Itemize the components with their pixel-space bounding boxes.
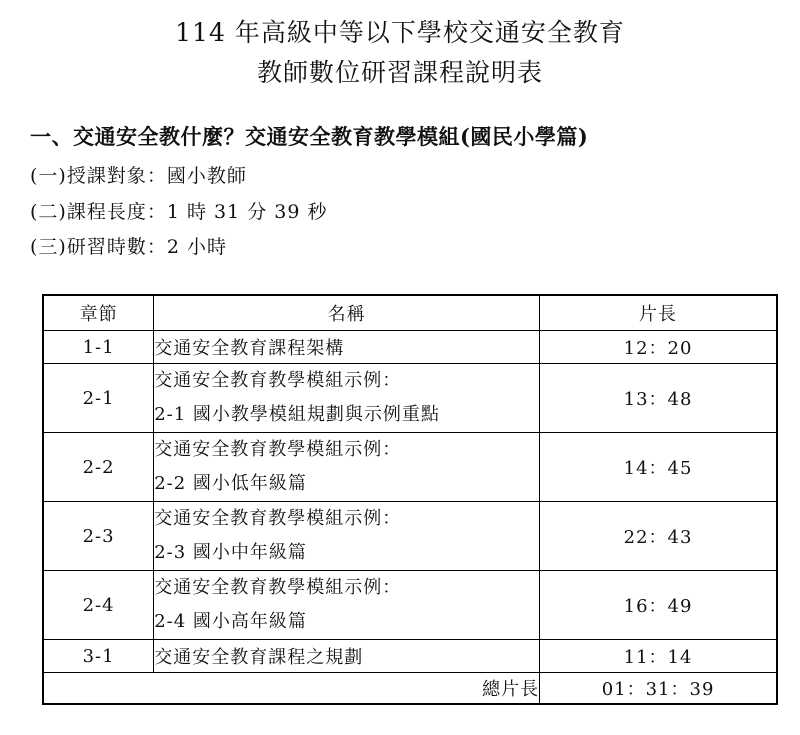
- name-line: 2-3 國小中年級篇: [154, 542, 307, 563]
- total-label: 總片長: [43, 673, 540, 705]
- name-line: 交通安全教育課程之規劃: [154, 647, 364, 668]
- name-line: 交通安全教育教學模組示例：: [154, 508, 402, 529]
- length-cell: 22：43: [540, 502, 777, 571]
- name-cell: [154, 640, 540, 673]
- name-line: 交通安全教育教學模組示例：: [154, 577, 402, 598]
- name-line: 交通安全教育課程架構: [154, 338, 345, 359]
- section-heading: 一、交通安全教什麼？交通安全教育教學模組(國民小學篇): [30, 124, 589, 149]
- name-line: 2-1 國小教學模組規劃與示例重點: [154, 404, 440, 425]
- name-cell: [154, 571, 540, 640]
- name-cell: [154, 364, 540, 433]
- chapter-cell: 3-1: [43, 640, 154, 673]
- header-length: 片長: [540, 295, 777, 331]
- table-row: [43, 331, 777, 364]
- length-cell: 13：48: [540, 364, 777, 433]
- info-study-hours: (三)研習時數：2 小時: [30, 236, 227, 258]
- length-cell: 11：14: [540, 640, 777, 673]
- length-cell: 12：20: [540, 331, 777, 364]
- info-course-length: (二)課程長度：1 時 31 分 39 秒: [30, 201, 328, 223]
- chapter-cell: 2-2: [43, 433, 154, 502]
- document-title-line-1: 114 年高級中等以下學校交通安全教育: [175, 18, 625, 47]
- chapter-cell: 1-1: [43, 331, 154, 364]
- info-audience: (一)授課對象：國小教師: [30, 165, 247, 187]
- table-row: [43, 571, 777, 640]
- length-cell: 16：49: [540, 571, 777, 640]
- chapter-table: [42, 294, 778, 705]
- name-line: 2-2 國小低年級篇: [154, 473, 307, 494]
- header-name: 名稱: [154, 295, 540, 331]
- name-line: 交通安全教育教學模組示例：: [154, 370, 402, 391]
- header-chapter: 章節: [43, 295, 154, 331]
- table-row: [43, 502, 777, 571]
- table-row: [43, 433, 777, 502]
- name-line: 交通安全教育教學模組示例：: [154, 439, 402, 460]
- name-cell: [154, 331, 540, 364]
- document-title-line-2: 教師數位研習課程說明表: [256, 58, 543, 87]
- chapter-cell: 2-1: [43, 364, 154, 433]
- chapter-cell: 2-4: [43, 571, 154, 640]
- table-row: [43, 364, 777, 433]
- total-row: [43, 673, 777, 705]
- name-line: 2-4 國小高年級篇: [154, 611, 307, 632]
- chapter-cell: 2-3: [43, 502, 154, 571]
- name-cell: [154, 502, 540, 571]
- total-length: 01：31：39: [540, 673, 777, 705]
- table-row: [43, 640, 777, 673]
- name-cell: [154, 433, 540, 502]
- table-header-row: [43, 295, 777, 331]
- length-cell: 14：45: [540, 433, 777, 502]
